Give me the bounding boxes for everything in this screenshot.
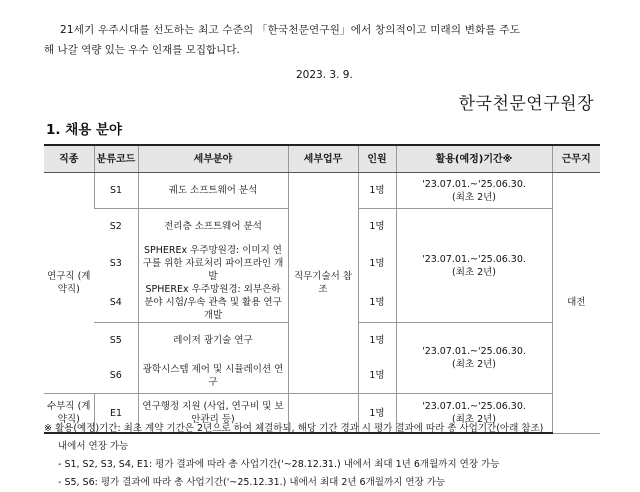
recruitment-table	[44, 144, 600, 434]
period-s1	[396, 173, 552, 209]
row-field: 전리층 소프트웨어 분석	[138, 209, 288, 245]
row-code: S1	[94, 173, 138, 209]
duty-merged: 직무기술서 참조	[288, 173, 358, 394]
location: 대전	[552, 173, 600, 434]
note-line-3: - S1, S2, S3, S4, E1: 평가 결과에 따라 총 사업기간('~28.12.31.) 내에서 최대 1년 6개월까지 연장 가능	[58, 459, 500, 470]
note-line-1: ※ 활용(예정)기간: 최초 계약 기간은 2년으로 하여 체결하되, 해당 기간 경과 시 평가 결과에 따라 총 사업기간(아래 참조)	[44, 423, 544, 434]
table-header-row	[44, 145, 600, 173]
period-line-1: '23.07.01.~'25.06.30.	[422, 253, 526, 265]
row-code: S5	[109, 335, 122, 346]
period-line-2: (최초 2년)	[451, 191, 496, 203]
period-line-1: '23.07.01.~'25.06.30.	[422, 401, 526, 412]
row-code: S4	[94, 283, 138, 323]
note-line-4: - S5, S6: 평가 결과에 따라 총 사업기간('~25.12.31.) 내에서 최대 2년 6개월까지 연장 가능	[58, 477, 446, 488]
period-line-2: (최초 2년)	[451, 414, 496, 425]
row-count: 1명	[358, 323, 396, 359]
row-code: E1	[94, 394, 138, 434]
section-title: 1. 채용 분야	[46, 122, 123, 138]
header-count: 인원	[358, 145, 396, 173]
row-count: 1명	[358, 283, 396, 323]
intro-line-1: 21세기 우주시대를 선도하는 최고 수준의 「한국천문연구원」에서 창의적이고 미래의 변화를 주도	[60, 24, 521, 36]
row-count: 1명	[358, 173, 396, 209]
intro-paragraph	[44, 20, 604, 60]
row-field: 연구행정 지원 (사업, 연구비 및 보안관리 등)	[138, 394, 288, 434]
header-code: 분류코드	[94, 145, 138, 173]
row-field: 궤도 소프트웨어 분석	[138, 173, 288, 209]
row-field: 광학시스템 제어 및 시뮬레이션 연구	[138, 358, 288, 394]
row-field: SPHEREx 우주망원경: 이미지 연구를 위한 자료처리 파이프라인 개발	[138, 244, 288, 283]
job-type-research: 연구직 (계약직)	[44, 173, 94, 394]
row-count: 1명	[358, 209, 396, 245]
period-s2-s4	[396, 209, 552, 323]
period-line-2: (최초 2년)	[451, 359, 496, 370]
row-count: 1명	[358, 244, 396, 283]
row-code: S3	[109, 258, 122, 269]
row-count: 1명	[358, 358, 396, 394]
table-row	[44, 173, 600, 209]
header-duty: 세부업무	[288, 145, 358, 173]
period-s5-s6	[396, 323, 552, 394]
period-line-1: '23.07.01.~'25.06.30.	[422, 178, 526, 190]
row-code: S2	[109, 221, 122, 232]
period-line-1: '23.07.01.~'25.06.30.	[422, 346, 526, 357]
note-line-2: 내에서 연장 가능	[58, 441, 129, 452]
row-field: 레이저 광기술 연구	[138, 323, 288, 359]
row-code: S6	[94, 358, 138, 394]
notes	[44, 420, 610, 492]
announcement-date: 2023. 3. 9.	[296, 69, 353, 81]
row-count: 1명	[358, 394, 396, 434]
header-field: 세부분야	[138, 145, 288, 173]
header-job-type: 직종	[44, 145, 94, 173]
period-line-2: (최초 2년)	[451, 266, 496, 278]
header-location: 근무지	[552, 145, 600, 173]
job-type-admin: 수부직 (계약직)	[44, 394, 94, 434]
intro-line-2: 해 나갈 역량 있는 우수 인재를 모집합니다.	[44, 44, 240, 56]
signature: 한국천문연구원장	[458, 94, 594, 114]
header-period: 활용(예정)기간※	[396, 145, 552, 173]
row-field: SPHEREx 우주망원경: 외부은하 분야 시험/우속 관측 및 활용 연구 개발	[138, 283, 288, 323]
